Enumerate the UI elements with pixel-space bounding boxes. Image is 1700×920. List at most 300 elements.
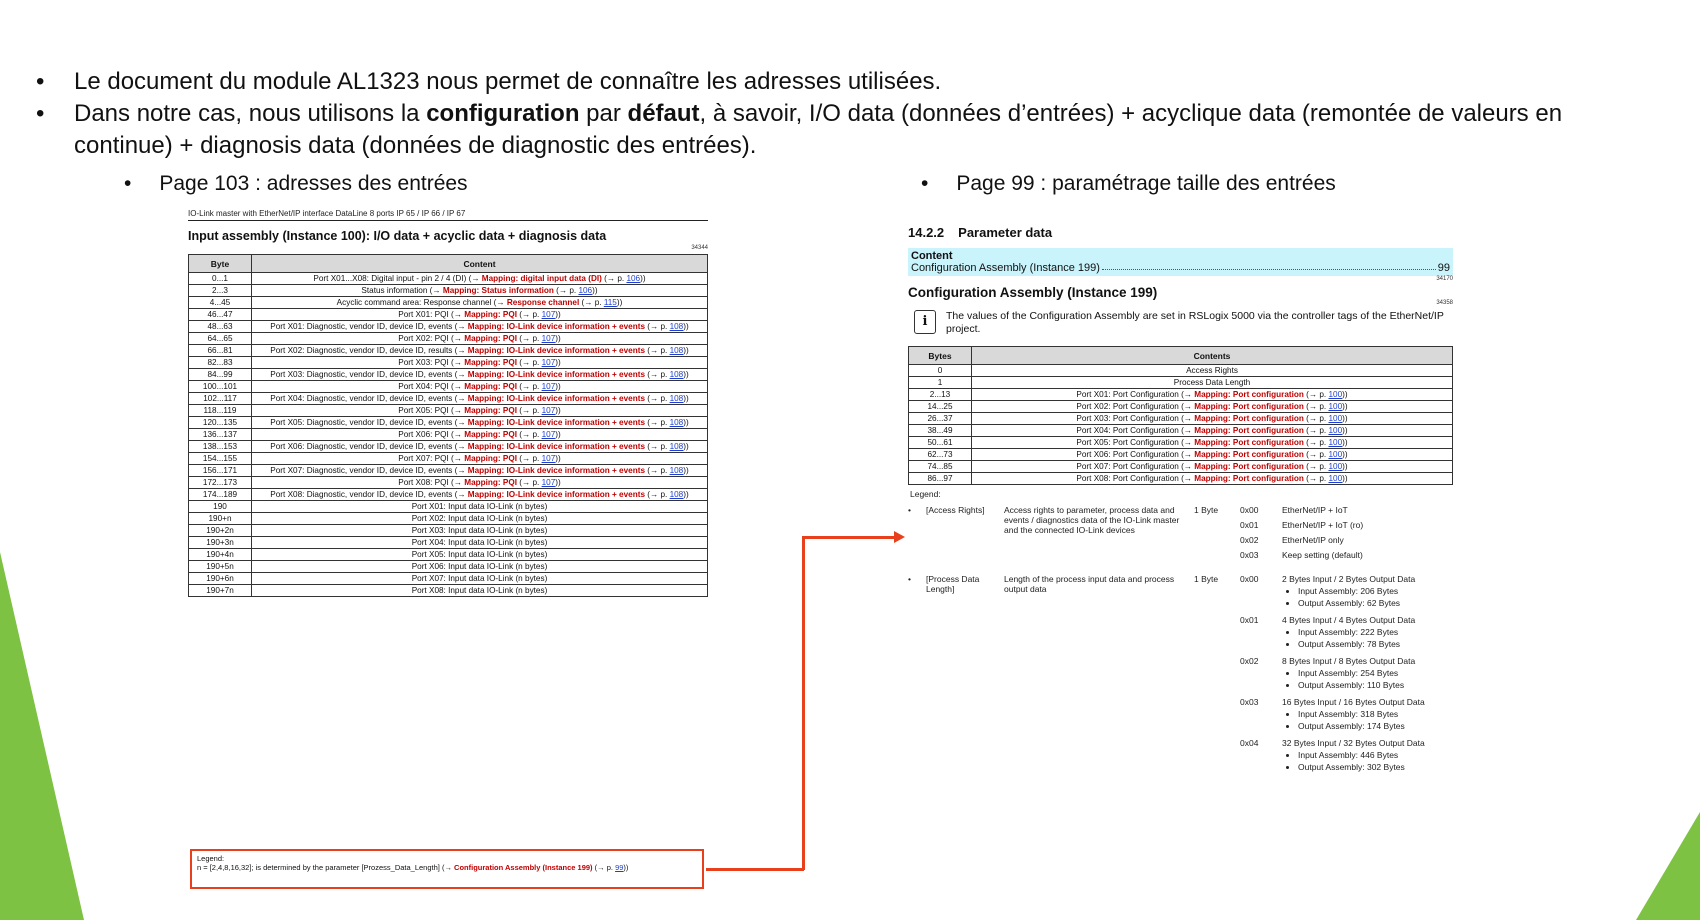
mapping-link[interactable]: Response channel (506, 298, 580, 307)
mapping-link[interactable]: Mapping: PQI (464, 478, 518, 487)
content-cell (972, 425, 1453, 437)
table-row (189, 393, 708, 405)
mapping-link[interactable]: Mapping: IO-Link device information + events (467, 346, 645, 355)
content-cell (252, 441, 708, 453)
page-link[interactable]: 107 (541, 334, 556, 343)
content-text: )) (1342, 390, 1348, 399)
value-desc (1282, 574, 1415, 610)
bold-default: défaut (627, 100, 700, 127)
byte-cell: 120...135 (189, 417, 252, 429)
page-link[interactable]: 106 (626, 274, 641, 283)
value-code: 0x04 (1240, 738, 1259, 748)
mapping-link[interactable]: Mapping: IO-Link device information + events (467, 490, 645, 499)
legend-name: [Access Rights] (926, 505, 985, 515)
byte-cell: 50...61 (909, 437, 972, 449)
input-assembly-table (188, 254, 708, 597)
byte-cell: 190+7n (189, 585, 252, 597)
content-page: 99 (1437, 262, 1450, 274)
page-link[interactable]: 100 (1328, 438, 1343, 447)
section-number: 14.2.2 (908, 225, 945, 240)
value-item: • Output Assembly: 174 Bytes (1298, 721, 1425, 731)
col-header-bytes: Bytes (909, 347, 972, 365)
byte-cell: 2...13 (909, 389, 972, 401)
legend-value-row (1240, 574, 1453, 610)
content-text: )) (555, 430, 561, 439)
content-text: )) (683, 490, 689, 499)
bullet-dot: • (124, 172, 132, 195)
sub-bullet-right (921, 172, 1336, 196)
legend-values (1240, 505, 1453, 565)
content-text: (→ p. (1303, 426, 1329, 435)
configuration-assembly-table (908, 346, 1453, 485)
legend-value-row (1240, 505, 1453, 515)
content-text: Port X05: Port Configuration (→ (1076, 438, 1195, 447)
legend-value-row (1240, 738, 1453, 774)
page-link[interactable]: 108 (669, 442, 684, 451)
content-text: Port X05: Input data IO-Link (n bytes) (411, 550, 548, 559)
content-cell (252, 561, 708, 573)
value-desc (1282, 615, 1415, 651)
doc-title: Input assembly (Instance 100): I/O data + acyclic data + diagnosis data (188, 229, 607, 243)
legend-value-row (1240, 697, 1453, 733)
table-row (909, 401, 1453, 413)
content-cell (252, 501, 708, 513)
bullet-dot: • (36, 68, 45, 95)
content-text: (→ p. (1303, 474, 1329, 483)
table-row (909, 425, 1453, 437)
content-text: Port X06: PQI (→ (398, 430, 465, 439)
content-text: (→ p. (553, 286, 579, 295)
content-text: Port X02: PQI (→ (398, 334, 465, 343)
info-icon: i (914, 310, 936, 334)
value-item: • Input Assembly: 318 Bytes (1298, 709, 1425, 719)
legend-bullet: • (908, 505, 911, 515)
value-code: 0x03 (1240, 697, 1259, 707)
table-row (189, 345, 708, 357)
byte-cell: 154...155 (189, 453, 252, 465)
value-text: 32 Bytes Input / 32 Bytes Output Data (1282, 738, 1425, 748)
content-text: Port X01: Port Configuration (→ (1076, 390, 1195, 399)
mapping-link[interactable]: Mapping: PQI (464, 382, 518, 391)
value-items (1282, 750, 1425, 772)
content-text: )) (555, 310, 561, 319)
content-text: )) (1342, 462, 1348, 471)
input-assembly-rows (189, 273, 708, 597)
byte-cell: 156...171 (189, 465, 252, 477)
byte-cell: 190+4n (189, 549, 252, 561)
mapping-link[interactable]: Mapping: PQI (464, 310, 518, 319)
legend-text (197, 863, 697, 872)
page-link[interactable]: 100 (1328, 462, 1343, 471)
content-cell (252, 525, 708, 537)
mapping-link[interactable]: Mapping: IO-Link device information + events (467, 322, 645, 331)
content-text: Port X01: Input data IO-Link (n bytes) (411, 502, 548, 511)
byte-cell: 4...45 (189, 297, 252, 309)
content-entry: Configuration Assembly (Instance 199) (911, 262, 1100, 274)
table-row (909, 449, 1453, 461)
value-text: 2 Bytes Input / 2 Bytes Output Data (1282, 574, 1416, 584)
col-header-byte: Byte (189, 255, 252, 273)
value-code: 0x01 (1240, 615, 1259, 625)
bullet-dot: • (36, 100, 45, 127)
content-cell (252, 429, 708, 441)
value-items (1282, 586, 1415, 608)
legend-page-link[interactable]: 99 (615, 863, 624, 872)
mapping-link[interactable]: Mapping: PQI (464, 430, 518, 439)
value-item: • Output Assembly: 78 Bytes (1298, 639, 1415, 649)
content-cell (252, 537, 708, 549)
mapping-link[interactable]: Mapping: IO-Link device information + events (467, 370, 645, 379)
content-cell (252, 465, 708, 477)
content-text: (→ p. (1303, 390, 1329, 399)
mapping-link[interactable]: Mapping: PQI (464, 454, 518, 463)
mapping-link[interactable]: Mapping: Port configuration (1194, 462, 1304, 471)
value-items (1282, 668, 1415, 690)
content-cell (252, 309, 708, 321)
byte-cell: 190+n (189, 513, 252, 525)
page-link[interactable]: 106 (578, 286, 593, 295)
value-code: 0x03 (1240, 550, 1259, 560)
leader-dots (1102, 262, 1436, 270)
content-text: Access Rights (1186, 366, 1238, 375)
table-row (189, 285, 708, 297)
content-text: )) (683, 346, 689, 355)
doc-header: IO-Link master with EtherNet/IP interface DataLine 8 ports IP 65 / IP 66 / IP 67 (188, 209, 708, 221)
content-cell (252, 333, 708, 345)
legend-label: Legend: (197, 854, 225, 863)
content-text: (→ p. (1303, 438, 1329, 447)
bullet-text: Dans notre cas, nous utilisons la (74, 100, 427, 127)
byte-cell: 62...73 (909, 449, 972, 461)
content-text: )) (555, 478, 561, 487)
legend-mapping: Configuration Assembly (Instance 199) (454, 863, 593, 872)
content-text: Port X06: Port Configuration (→ (1076, 450, 1195, 459)
byte-cell: 136...137 (189, 429, 252, 441)
legend-entry (908, 505, 1453, 565)
content-text: Port X07: Input data IO-Link (n bytes) (411, 574, 548, 583)
content-cell (252, 393, 708, 405)
table-row (909, 473, 1453, 485)
content-text: (→ p. (645, 418, 670, 427)
value-text: Keep setting (default) (1282, 550, 1363, 560)
content-text: (→ p. (517, 334, 542, 343)
table-row (189, 321, 708, 333)
byte-cell: 190+2n (189, 525, 252, 537)
configuration-assembly-rows (909, 365, 1453, 485)
byte-cell: 0 (909, 365, 972, 377)
mapping-link[interactable]: Mapping: digital input data (DI) (481, 274, 602, 283)
value-items (1282, 627, 1415, 649)
content-text: )) (555, 406, 561, 415)
byte-cell: 102...117 (189, 393, 252, 405)
page-link[interactable]: 107 (541, 478, 556, 487)
table-row (189, 525, 708, 537)
page-link[interactable]: 100 (1328, 450, 1343, 459)
value-item: • Output Assembly: 62 Bytes (1298, 598, 1415, 608)
byte-cell: 84...99 (189, 369, 252, 381)
table-row (189, 309, 708, 321)
bullet-text: par (579, 100, 628, 127)
byte-cell: 14...25 (909, 401, 972, 413)
value-item: • Output Assembly: 302 Bytes (1298, 762, 1425, 772)
content-text: (→ p. (517, 358, 542, 367)
content-text: )) (1342, 402, 1348, 411)
legend-entry (908, 574, 1453, 779)
table-row (189, 381, 708, 393)
mapping-link[interactable]: Mapping: IO-Link device information + events (467, 466, 645, 475)
doc-number: 34344 (691, 245, 708, 251)
content-text: )) (555, 454, 561, 463)
table-row (189, 357, 708, 369)
byte-cell: 118...119 (189, 405, 252, 417)
content-text: Port X08: PQI (→ (398, 478, 465, 487)
col-header-contents: Contents (972, 347, 1453, 365)
mapping-link[interactable]: Mapping: Port configuration (1194, 426, 1304, 435)
page-link[interactable]: 107 (541, 430, 556, 439)
value-desc (1282, 656, 1415, 692)
connector-line-top (802, 536, 898, 539)
value-text: EtherNet/IP + IoT (1282, 505, 1348, 515)
value-text: 8 Bytes Input / 8 Bytes Output Data (1282, 656, 1416, 666)
doc-number: 34358 (1436, 300, 1453, 306)
content-entry-row[interactable] (911, 262, 1450, 274)
mapping-link[interactable]: Mapping: Port configuration (1194, 438, 1304, 447)
table-row (909, 461, 1453, 473)
bullet-item-1 (36, 66, 1646, 98)
mapping-link[interactable]: Mapping: PQI (464, 358, 518, 367)
table-row (189, 333, 708, 345)
byte-cell: 0...1 (189, 273, 252, 285)
table-row (189, 513, 708, 525)
content-text: Port X08: Port Configuration (→ (1076, 474, 1195, 483)
byte-cell: 190+6n (189, 573, 252, 585)
content-cell (972, 473, 1453, 485)
legend-plain: (→ p. (592, 863, 616, 872)
content-cell (252, 513, 708, 525)
content-text: Port X03: PQI (→ (398, 358, 465, 367)
bullet-item-2 (36, 98, 1646, 162)
value-text: EtherNet/IP + IoT (ro) (1282, 520, 1364, 530)
content-text: (→ p. (1303, 462, 1329, 471)
value-item: • Input Assembly: 222 Bytes (1298, 627, 1415, 637)
sub-bullet-right-text: Page 99 : paramétrage taille des entrées (956, 172, 1336, 195)
legend-bullet: • (908, 574, 911, 584)
page-link[interactable]: 100 (1328, 390, 1343, 399)
table-row (189, 441, 708, 453)
content-text: (→ p. (1303, 414, 1329, 423)
value-text: 4 Bytes Input / 4 Bytes Output Data (1282, 615, 1416, 625)
content-cell (252, 321, 708, 333)
content-text: Port X01: Diagnostic, vendor ID, device ID, events (→ (270, 322, 468, 331)
value-desc (1282, 505, 1348, 515)
content-text: (→ p. (517, 430, 542, 439)
content-text: (→ p. (517, 310, 542, 319)
legend-value-row (1240, 520, 1453, 530)
legend-value-row (1240, 535, 1453, 545)
legend-size: 1 Byte (1194, 574, 1219, 584)
content-text: Port X07: PQI (→ (398, 454, 465, 463)
page-link[interactable]: 115 (603, 298, 617, 307)
value-item: • Input Assembly: 446 Bytes (1298, 750, 1425, 760)
content-text: (→ p. (645, 322, 670, 331)
mapping-link[interactable]: Mapping: PQI (464, 406, 518, 415)
value-desc (1282, 550, 1363, 560)
table-row (909, 389, 1453, 401)
content-cell (972, 413, 1453, 425)
content-text: Port X05: PQI (→ (398, 406, 465, 415)
content-text: (→ p. (645, 490, 670, 499)
connector-line-horizontal (706, 868, 804, 871)
page-link[interactable]: 100 (1328, 426, 1343, 435)
content-cell (252, 417, 708, 429)
content-cell (252, 381, 708, 393)
mapping-link[interactable]: Mapping: Port configuration (1194, 402, 1304, 411)
page-link[interactable]: 108 (669, 322, 684, 331)
value-desc (1282, 697, 1425, 733)
byte-cell: 1 (909, 377, 972, 389)
table-row (189, 405, 708, 417)
content-text: Port X08: Diagnostic, vendor ID, device ID, events (→ (270, 490, 468, 499)
table-row (189, 585, 708, 597)
mapping-link[interactable]: Mapping: PQI (464, 334, 518, 343)
page-link[interactable]: 107 (541, 382, 556, 391)
table-row (189, 537, 708, 549)
value-desc (1282, 520, 1363, 530)
content-text: (→ p. (645, 370, 670, 379)
content-text: )) (683, 418, 689, 427)
content-text: Port X02: Input data IO-Link (n bytes) (411, 514, 548, 523)
content-text: (→ p. (517, 454, 542, 463)
content-text: Port X01: PQI (→ (398, 310, 465, 319)
highlighted-legend-box (190, 849, 704, 889)
page-link[interactable]: 100 (1328, 414, 1343, 423)
table-row (189, 549, 708, 561)
content-cell (252, 573, 708, 585)
content-text: )) (683, 394, 689, 403)
content-text: )) (555, 358, 561, 367)
byte-cell: 82...83 (189, 357, 252, 369)
table-row (189, 273, 708, 285)
mapping-link[interactable]: Mapping: IO-Link device information + events (467, 442, 645, 451)
page-link[interactable]: 108 (669, 370, 684, 379)
byte-cell: 26...37 (909, 413, 972, 425)
legend (908, 489, 1453, 779)
value-text: EtherNet/IP only (1282, 535, 1344, 545)
input-assembly-excerpt (188, 209, 708, 597)
mapping-link[interactable]: Mapping: Port configuration (1194, 390, 1304, 399)
bullet-list (36, 66, 1646, 162)
content-cell (252, 489, 708, 501)
content-cell (252, 297, 708, 309)
byte-cell: 174...189 (189, 489, 252, 501)
content-text: Port X04: Input data IO-Link (n bytes) (411, 538, 548, 547)
content-text: Port X08: Input data IO-Link (n bytes) (411, 586, 548, 595)
content-text: )) (683, 370, 689, 379)
byte-cell: 172...173 (189, 477, 252, 489)
legend-value-row (1240, 656, 1453, 692)
content-text: )) (1342, 450, 1348, 459)
content-cell (972, 389, 1453, 401)
byte-cell: 100...101 (189, 381, 252, 393)
content-text: Port X04: Port Configuration (→ (1076, 426, 1195, 435)
mapping-link[interactable]: Mapping: Port configuration (1194, 474, 1304, 483)
value-item: • Input Assembly: 206 Bytes (1298, 586, 1415, 596)
value-code: 0x02 (1240, 535, 1259, 545)
table-row (909, 437, 1453, 449)
content-text: (→ p. (1303, 402, 1329, 411)
content-text: (→ p. (645, 346, 670, 355)
byte-cell: 46...47 (189, 309, 252, 321)
content-text: )) (555, 334, 561, 343)
table-row (189, 465, 708, 477)
content-text: )) (683, 322, 689, 331)
content-text: Port X05: Diagnostic, vendor ID, device ID, events (→ (270, 418, 468, 427)
table-row (189, 489, 708, 501)
page-link[interactable]: 108 (669, 418, 684, 427)
mapping-link[interactable]: Mapping: IO-Link device information + events (467, 418, 645, 427)
page-link[interactable]: 107 (541, 454, 556, 463)
content-label: Content (911, 250, 953, 262)
page-link[interactable]: 108 (669, 466, 684, 475)
content-text: Port X02: Port Configuration (→ (1076, 402, 1195, 411)
value-desc (1282, 738, 1425, 774)
content-cell (252, 285, 708, 297)
legend-value-row (1240, 550, 1453, 560)
byte-cell: 190 (189, 501, 252, 513)
content-cell (252, 369, 708, 381)
section-heading (908, 225, 1453, 240)
table-row (909, 377, 1453, 389)
content-text: Acyclic command area: Response channel (→ (336, 298, 507, 307)
byte-cell: 86...97 (909, 473, 972, 485)
byte-cell: 38...49 (909, 425, 972, 437)
page-link[interactable]: 107 (541, 358, 556, 367)
value-code: 0x02 (1240, 656, 1259, 666)
content-text: (→ p. (579, 298, 604, 307)
content-cell (252, 405, 708, 417)
info-note (914, 310, 1453, 336)
content-text: )) (1342, 426, 1348, 435)
page-link[interactable]: 100 (1328, 474, 1343, 483)
page-link[interactable]: 108 (669, 394, 684, 403)
mapping-link[interactable]: Mapping: IO-Link device information + events (467, 394, 645, 403)
content-box (908, 248, 1453, 276)
content-text: (→ p. (517, 382, 542, 391)
content-text: )) (640, 274, 646, 283)
mapping-link[interactable]: Mapping: Port configuration (1194, 414, 1304, 423)
sub-bullet-left (124, 172, 468, 196)
page-link[interactable]: 108 (669, 490, 684, 499)
page-link[interactable]: 100 (1328, 402, 1343, 411)
content-cell (972, 449, 1453, 461)
mapping-link[interactable]: Mapping: Port configuration (1194, 450, 1304, 459)
value-item: • Input Assembly: 254 Bytes (1298, 668, 1415, 678)
content-text: (→ p. (645, 394, 670, 403)
legend-name: [Process Data Length] (926, 574, 980, 594)
page-link[interactable]: 107 (541, 406, 556, 415)
page-link[interactable]: 107 (541, 310, 556, 319)
content-text: )) (616, 298, 623, 307)
mapping-link[interactable]: Mapping: Status information (442, 286, 554, 295)
page-link[interactable]: 108 (669, 346, 684, 355)
value-code: 0x00 (1240, 505, 1259, 515)
content-text: Port X01...X08: Digital input - pin 2 / 4 (DI) (→ (313, 274, 482, 283)
content-text: Status information (→ (361, 286, 443, 295)
byte-cell: 64...65 (189, 333, 252, 345)
byte-cell: 2...3 (189, 285, 252, 297)
table-row (189, 573, 708, 585)
table-row (909, 413, 1453, 425)
